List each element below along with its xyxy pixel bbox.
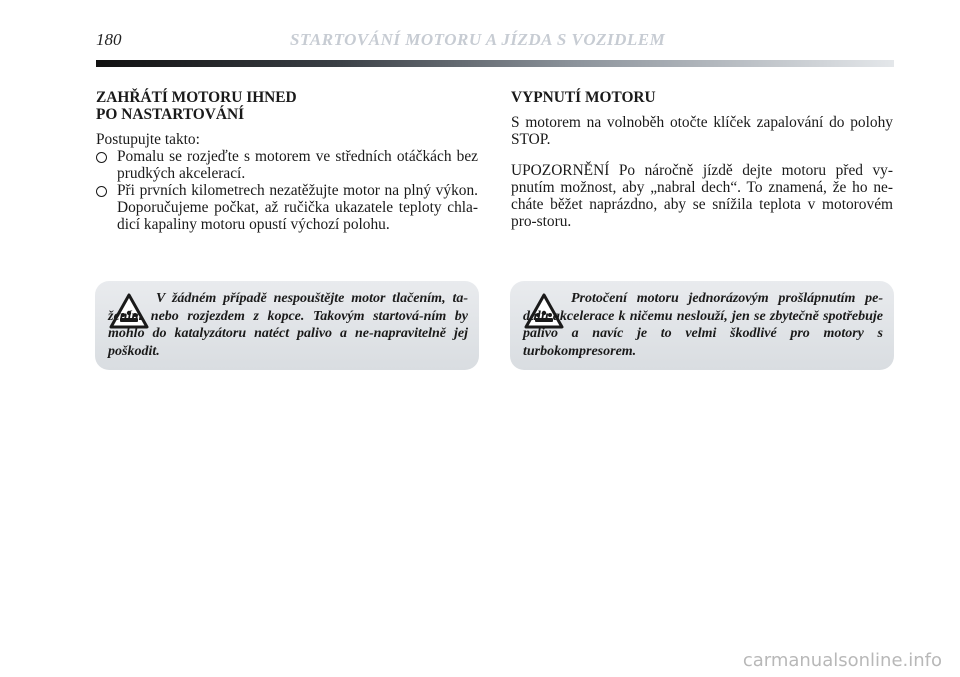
paragraph: UPOZORNĚNÍ Po náročně jízdě dejte motoru před vy-pnutím možnost, aby „nabral dech“. To znamená, že ho ne-cháte běžet naprázdno, aby se snížila teplota v motorovém pro-storu. [511,162,893,230]
page-header-title: STARTOVÁNÍ MOTORU A JÍZDA S VOZIDLEM [290,30,666,49]
bullet-list [96,148,478,233]
list-item [96,148,478,182]
list-item-text: Při prvních kilometrech nezatěžujte motor na plný výkon. Doporučujeme počkat, až ručička ukazatele teploty chla-dicí kapaliny motoru opustí výchozí polohu. [117,182,478,233]
section-title-warmup: ZAHŘÁTÍ MOTORU IHNED PO NASTARTOVÁNÍ [96,89,297,123]
watermark: carmanualsonline.info [742,650,942,671]
header-rule [96,60,894,67]
bullet-circle-icon [96,186,107,197]
right-column [511,89,893,230]
page-number: 180 [96,30,122,49]
intro-text: Postupujte takto: [96,131,200,148]
left-column [96,89,478,233]
warning-text: Protočení motoru jednorázovým prošlápnutím pe-dálu akcelerace k ničemu neslouží, jen se zbytečně spotřebuje palivo a navíc je to velmi škodlivé pro motory s turbokompresorem. [523,291,883,359]
list-item-text: Pomalu se rozjeďte s motorem ve středních otáčkách bez prudkých akcelerací. [117,148,478,182]
warning-box-right [510,281,894,370]
list-item [96,182,478,233]
warning-text: V žádném případě nespouštějte motor tlačením, ta-žením nebo rozjezdem z kopce. Takovým startová-ním by mohlo do katalyzátoru natéct palivo a ne-napravitelně jej poškodit. [108,291,468,359]
paragraph: S motorem na volnoběh otočte klíček zapalování do polohy STOP. [511,114,893,148]
section-title-shutdown: VYPNUTÍ MOTORU [511,89,656,106]
warning-box-left [95,281,479,370]
bullet-circle-icon [96,152,107,163]
